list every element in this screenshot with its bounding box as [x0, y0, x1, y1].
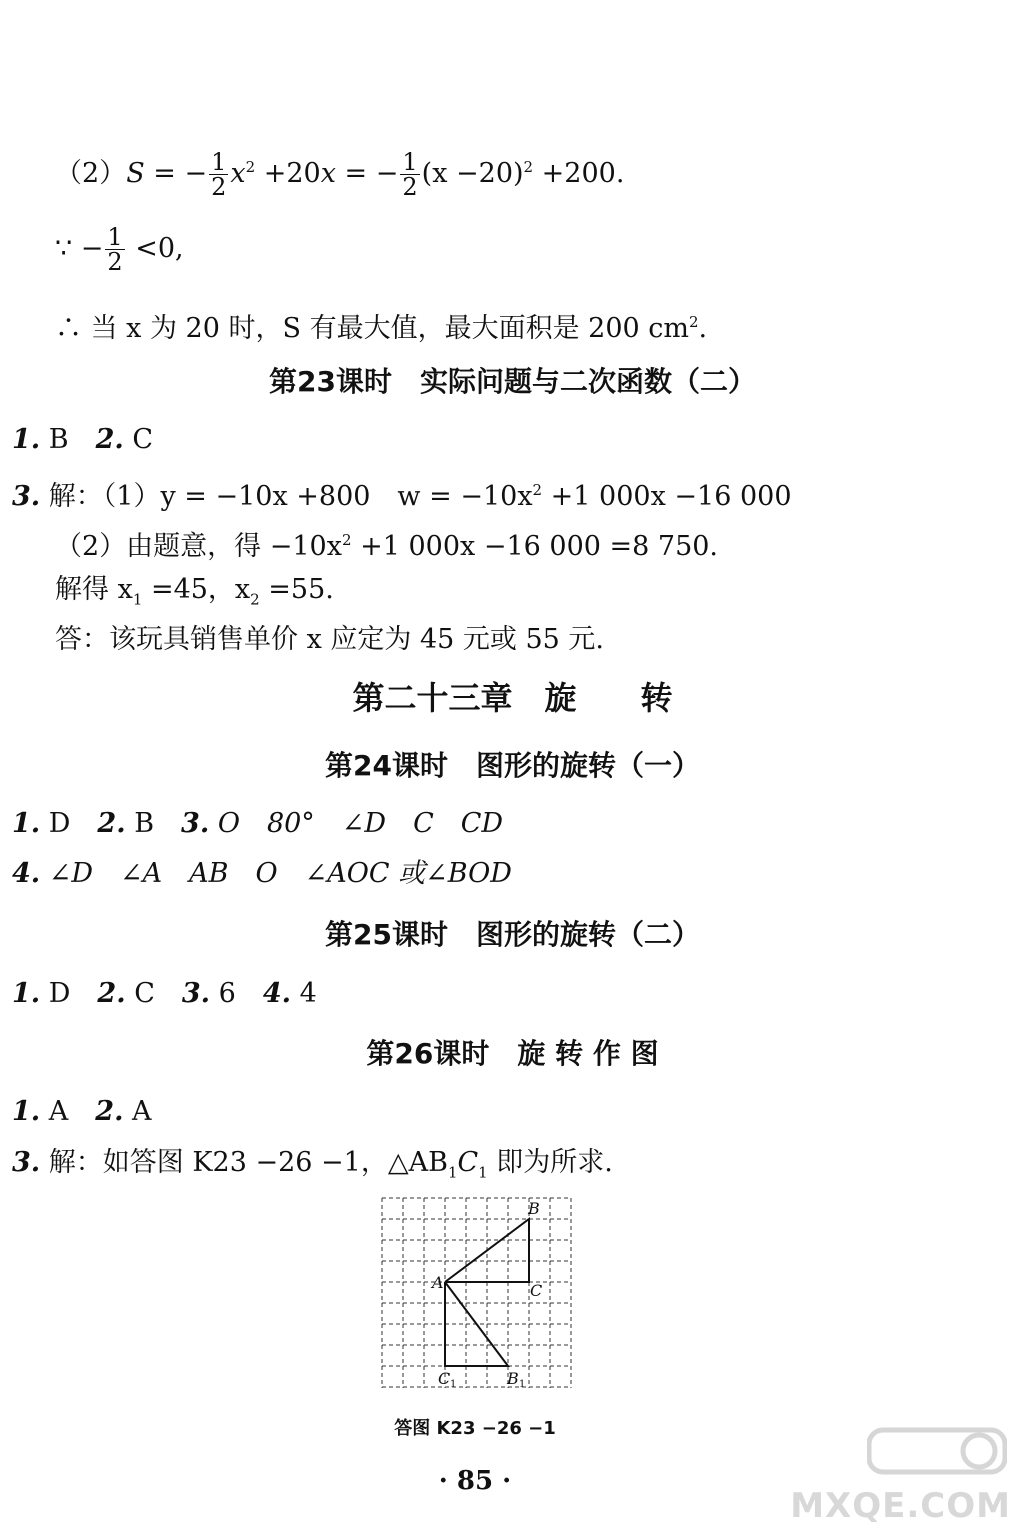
answer-text: 解：如答图 K23 −26 −1，△AB [40, 1147, 448, 1178]
answer-row-26-3 [12, 1146, 613, 1189]
figure-caption: 答图 K23 −26 −1 [394, 1418, 556, 1439]
eq-part: = − [335, 158, 399, 189]
answer-text: 答：该玩具销售单价 x 应定为 45 元或 55 元. [55, 624, 605, 655]
subscript: 1 [132, 590, 143, 609]
section-heading-23: 第23课时 实际问题与二次函数（二） [269, 365, 756, 398]
frac-num: 1 [107, 223, 123, 251]
conclusion-text: ∴ 当 x 为 20 时，S 有最大值，最大面积是 200 cm [55, 313, 689, 344]
answer-row-23-3-sub2 [55, 523, 718, 564]
label-B: B [528, 1199, 540, 1218]
frac-num: 1 [211, 148, 227, 176]
answer-text: D [40, 978, 98, 1009]
var-x: x [230, 158, 246, 189]
item-number: 2. [95, 1096, 124, 1127]
page-number: · 85 · [438, 1466, 512, 1496]
answer-text: B [125, 808, 182, 839]
answer-text: C [457, 1147, 479, 1178]
answer-text: +1 000x −16 000 =8 750. [351, 531, 719, 562]
exponent: 2 [341, 531, 352, 549]
answer-text: 即为所求. [487, 1147, 613, 1178]
answer-row-23-1 [12, 423, 153, 457]
item-number: 1. [12, 978, 41, 1009]
frac-num: 1 [402, 148, 418, 176]
answer-text: 解得 x [55, 574, 133, 605]
answer-text: B [40, 424, 96, 455]
answer-text: O 80° ∠D C CD [209, 808, 504, 839]
fraction [400, 150, 419, 199]
item-number: 1. [12, 424, 41, 455]
item-number: 2. [97, 978, 126, 1009]
var-x: x [320, 158, 336, 189]
period: . [698, 313, 708, 344]
eq-part: (x −20) [421, 158, 524, 189]
item-number: 3. [12, 481, 41, 512]
answer-row-23-3-solution [55, 573, 334, 616]
exponent: 2 [245, 158, 256, 176]
chapter-title: 第二十三章 旋 转 [352, 679, 673, 717]
var-S: S [126, 158, 145, 189]
label-C1-sub: 1 [450, 1379, 457, 1390]
subscript: 1 [447, 1163, 458, 1182]
watermark-logo [867, 1426, 1007, 1476]
section-heading-25: 第25课时 图形的旋转（二） [325, 918, 700, 951]
answer-row-26-1 [12, 1095, 152, 1129]
item-number: 1. [12, 1096, 41, 1127]
answer-text: =55. [259, 574, 334, 605]
item-number: 3. [181, 808, 210, 839]
answer-text: C [125, 978, 182, 1009]
eq-part: +200. [533, 158, 625, 189]
item-prefix: （2） [55, 158, 127, 189]
answer-row-24-1 [12, 807, 503, 841]
fraction [105, 225, 124, 274]
item-number: 3. [12, 1147, 41, 1178]
label-C1: C [438, 1369, 451, 1388]
item-number: 3. [181, 978, 211, 1009]
grid [382, 1198, 571, 1388]
answer-text: +1 000x −16 000 [542, 481, 792, 512]
answer-text: 4 [291, 978, 317, 1009]
answer-row-24-2 [12, 857, 512, 891]
conclusion-line [55, 305, 707, 346]
answer-text: A [123, 1096, 152, 1127]
item-number: 4. [12, 858, 41, 889]
item-number: 2. [97, 808, 126, 839]
equation-line-2 [55, 225, 184, 274]
subscript: 1 [478, 1163, 488, 1182]
answer-text: 解：（1）y = −10x +800 w = −10x [40, 481, 533, 512]
item-number: 4. [262, 978, 291, 1009]
exponent: 2 [523, 158, 534, 176]
label-B1: B [507, 1369, 519, 1388]
watermark-text: MXQE.COM [790, 1486, 1011, 1526]
rotation-grid-figure [380, 1196, 576, 1392]
answer-text: 6 [210, 978, 263, 1009]
label-B1-sub: 1 [519, 1379, 526, 1390]
answer-row-25-1 [12, 977, 317, 1011]
label-C: C [530, 1281, 543, 1300]
item-number: 2. [95, 424, 124, 455]
section-heading-24: 第24课时 图形的旋转（一） [325, 749, 700, 782]
answer-text: ∠D ∠A AB O ∠AOC 或∠BOD [40, 858, 512, 889]
answer-text: （2）由题意，得 −10x [55, 531, 342, 562]
eq-part: = − [144, 158, 208, 189]
frac-den: 2 [402, 173, 418, 201]
fraction [209, 150, 228, 199]
eq-part: +20 [255, 158, 321, 189]
answer-row-23-3 [12, 473, 792, 514]
exponent: 2 [532, 481, 543, 499]
equation-line-1 [55, 150, 624, 199]
answer-text: D [40, 808, 98, 839]
answer-text: A [40, 1096, 96, 1127]
frac-den: 2 [211, 173, 227, 201]
section-heading-26: 第26课时 旋 转 作 图 [366, 1037, 659, 1070]
exponent: 2 [689, 313, 699, 331]
item-number: 1. [12, 808, 41, 839]
eq-part: ∵ − [55, 233, 104, 264]
eq-part: <0, [126, 233, 184, 264]
label-A: A [432, 1273, 444, 1292]
subscript: 2 [250, 590, 260, 609]
answer-text: =45，x [142, 574, 251, 605]
frac-den: 2 [107, 248, 123, 276]
answer-row-23-3-answer [55, 623, 604, 657]
answer-text: C [123, 424, 154, 455]
